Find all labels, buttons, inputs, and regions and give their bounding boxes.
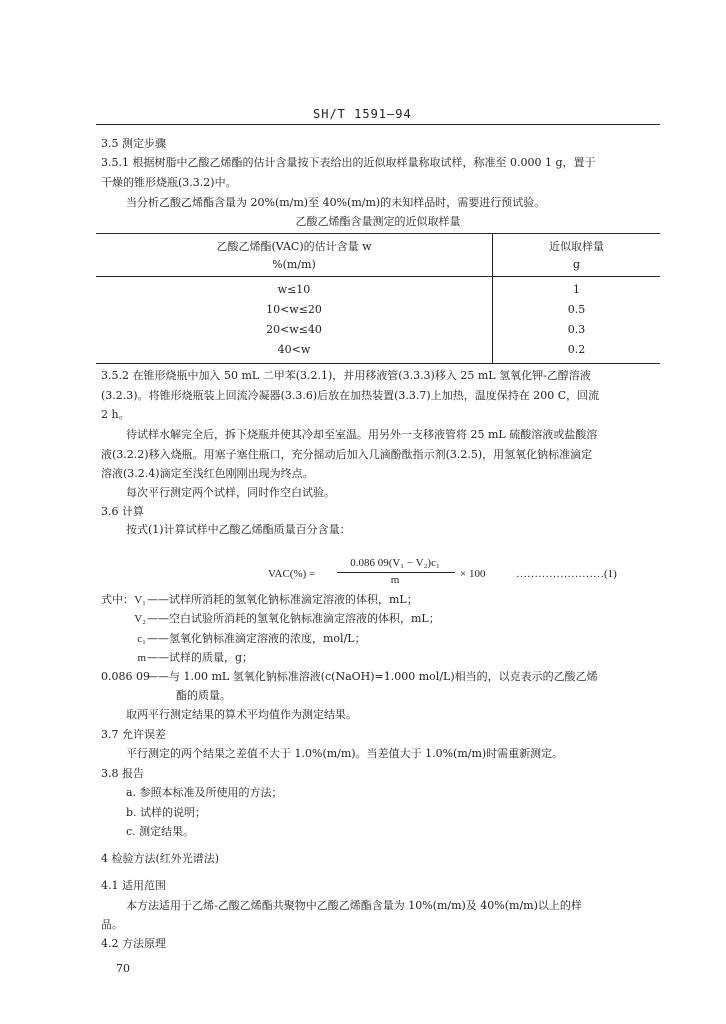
table-col2-unit: g [572, 258, 581, 271]
constant-symbol: 0.086 09 [101, 670, 150, 683]
table-col2-header: 近似取样量 [549, 240, 604, 253]
section-4-1-line2: 品。 [101, 918, 123, 931]
list-item: a. 参照本标准及所使用的方法； [126, 786, 283, 799]
table-col1-unit: %(m/m) [272, 258, 316, 271]
formula-fraction-bar [337, 572, 455, 573]
section-3-5-2-line3: 2 h。 [101, 408, 130, 421]
section-4-heading: 4 检验方法(红外光谱法) [101, 852, 220, 865]
section-4-2-heading: 4.2 方法原理 [101, 937, 166, 950]
table-top-rule [96, 233, 660, 234]
section-3-5-2-para2-line2: 液(3.2.2)移入烧瓶。用塞子塞住瓶口，充分摇动后加入几滴酚酞指示剂(3.2.5)，用氢氧化钠标准滴定 [101, 448, 593, 461]
section-4-1-heading: 4.1 适用范围 [101, 879, 166, 892]
formula-lhs: VAC(%) = [268, 568, 316, 580]
section-3-5-2-para2-line1: 待试样水解完全后，拆下烧瓶并使其冷却至室温。用另外一支移液管将 25 mL 硫酸溶液或盐酸溶 [126, 428, 598, 441]
section-3-7-heading: 3.7 允许误差 [101, 728, 166, 741]
table-cell: 0.2 [567, 343, 586, 356]
constant-definition-line2: 酯的质量。 [176, 689, 231, 702]
table-col1-header: 乙酸乙烯酯(VAC)的估计含量 w [216, 240, 372, 253]
formula-factor: × 100 [460, 568, 486, 580]
header-rule [96, 124, 660, 125]
section-3-5-2-line1: 3.5.2 在锥形烧瓶中加入 50 mL 二甲苯(3.2.1)，并用移液管(3.3.3)移入 25 mL 氢氧化钾-乙醇溶液 [101, 369, 591, 382]
table-cell: 0.3 [567, 323, 586, 336]
section-3-5-heading: 3.5 测定步骤 [101, 137, 166, 150]
section-3-5-2-line2: (3.2.3)。将锥形烧瓶装上回流冷凝器(3.3.6)后放在加热装置(3.3.7)上加热，温度保持在 200 C，回流 [101, 389, 600, 402]
table-cell: 0.5 [567, 303, 586, 316]
table-bottom-rule [96, 363, 660, 364]
table-row: 20<w≤40 [266, 323, 322, 336]
equation-number: ……………………(1) [516, 568, 617, 580]
table-cell: 1 [573, 283, 580, 296]
section-3-5-1-line2: 干燥的锥形烧瓶(3.3.2)中。 [101, 176, 237, 189]
symbol-v2: V₂ [134, 613, 146, 625]
section-4-1-line1: 本方法适用于乙烯-乙酸乙烯酯共聚物中乙酸乙烯酯含量为 10%(m/m)及 40%(m/m)以上的样 [126, 899, 582, 912]
section-3-5-2-para3: 每次平行测定两个试样，同时作空白试验。 [126, 486, 335, 499]
section-3-5-1-note: 当分析乙酸乙烯酯含量为 20%(m/m)至 40%(m/m)的未知样品时，需要进行预试验。 [126, 196, 546, 209]
section-3-5-1-line1: 3.5.1 根据树脂中乙酸乙烯酯的估计含量按下表给出的近似取样量称取试样，称准至 0.000 1 g，置于 [101, 156, 596, 169]
table-title: 乙酸乙烯酯含量测定的近似取样量 [295, 215, 461, 228]
standard-code: SH/T 1591—94 [313, 107, 412, 121]
definition-v2: ——空白试验所消耗的氢氧化钠标准滴定溶液的体积，mL； [147, 612, 440, 625]
section-3-5-2-para2-line3: 溶液(3.2.4)滴定至浅红色刚刚出现为终点。 [101, 467, 314, 480]
section-3-7-text: 平行测定的两个结果之差值不大于 1.0%(m/m)。当差值大于 1.0%(m/m)时需重新测定。 [126, 747, 564, 760]
table-row: 10<w≤20 [266, 303, 322, 316]
result-statement: 取两平行测定结果的算术平均值作为测定结果。 [126, 708, 357, 721]
symbol-v1: V₁ [134, 594, 146, 606]
list-item: c. 测定结果。 [126, 825, 195, 838]
definition-c1: ——氢氧化钠标准滴定溶液的浓度，mol/L； [147, 632, 366, 645]
table-header-rule [96, 276, 660, 277]
formula-numerator: 0.086 09(V₁ − V₂)c₁ [350, 557, 440, 569]
table-row: w≤10 [277, 283, 311, 296]
section-3-6-intro: 按式(1)计算试样中乙酸乙烯酯质量百分含量： [126, 523, 351, 536]
definition-v1: ——试样所消耗的氢氧化钠标准滴定溶液的体积，mL； [147, 593, 418, 606]
table-row: 40<w [277, 343, 311, 356]
list-item: b. 试样的说明； [126, 806, 207, 819]
formula-denominator: m [390, 574, 400, 586]
symbol-c1: c₁ [137, 633, 146, 645]
page-number: 70 [116, 962, 130, 975]
definition-m: ——试样的质量，g； [147, 651, 254, 664]
constant-definition-line1: ——与 1.00 mL 氢氧化钠标准溶液(c(NaOH)=1.000 mol/L)相当的，以克表示的乙酸乙烯 [147, 670, 598, 683]
symbol-m: m [137, 652, 146, 664]
section-3-6-heading: 3.6 计算 [101, 505, 144, 518]
section-3-8-heading: 3.8 报告 [101, 767, 144, 780]
where-intro: 式中： [101, 593, 134, 606]
